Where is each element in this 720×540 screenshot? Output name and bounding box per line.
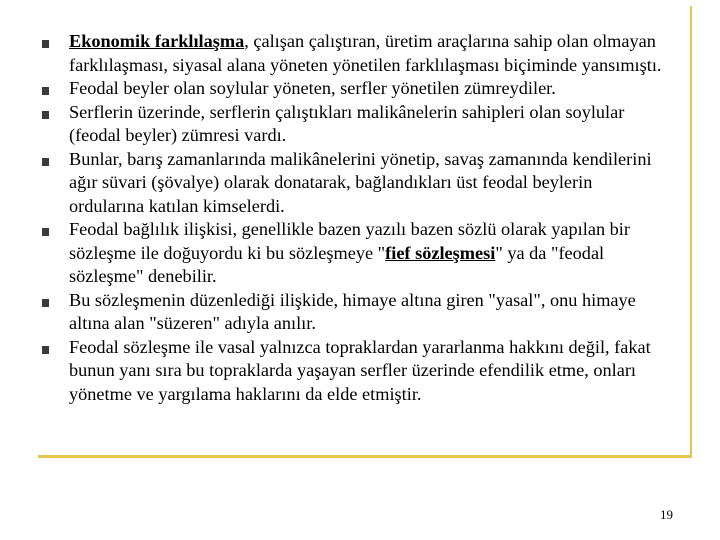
term-fief-contract: fief sözleşmesi: [385, 242, 496, 263]
square-bullet-icon: [42, 40, 49, 48]
square-bullet-icon: [42, 158, 49, 166]
bullet-item-knights: [37, 148, 672, 219]
bullet-item-vassal-rights: [37, 336, 672, 407]
bullet-item-feudal-lords: [37, 77, 672, 101]
page-number: 19: [660, 507, 673, 522]
bullet-item-serfs: [37, 101, 672, 148]
square-bullet-icon: [42, 111, 49, 119]
bullet-item-economic-differentiation: [37, 30, 672, 77]
square-bullet-icon: [42, 228, 49, 236]
square-bullet-icon: [42, 346, 49, 354]
square-bullet-icon: [42, 87, 49, 95]
bullet-list: [37, 30, 672, 406]
bullet-item-suzerain: [37, 289, 672, 336]
bullet-text: Feodal beyler olan soylular yöneten, serfler yönetilen zümreydiler.: [69, 78, 556, 98]
bullet-text: Serflerin üzerinde, serflerin çalıştıkları malikânelerin sahipleri olan soylular (feodal beyler) zümresi vardı.: [69, 101, 625, 145]
bullet-text: Feodal sözleşme ile vasal yalnızca topraklardan yararlanma hakkını değil, fakat bunun yanı sıra bu topraklarda yaşayan serfler üzerinde efendilik etme, onları yönetme ve yargılama haklarını da elde etmiştir.: [69, 336, 651, 404]
square-bullet-icon: [42, 299, 49, 307]
slide-frame-right-border: [690, 6, 692, 456]
bullet-text-after: " ya da "feodal sözleşme" denebilir.: [69, 242, 605, 286]
bullet-text: Bunlar, barış zamanlarında malikânelerini yönetip, savaş zamanında kendilerini ağır süvari (şövalye) olarak donatarak, bağlandıkları üst feodal beylerin ordularına katılan kimselerdi.: [69, 148, 652, 216]
bullet-text: Bu sözleşmenin düzenlediği ilişkide, himaye altına giren "yasal", onu himaye altına alan "süzeren" adıyla anılır.: [69, 289, 636, 333]
bullet-text-before: Feodal bağlılık ilişkisi, genellikle bazen yazılı bazen sözlü olarak yapılan bir sözleşme ile doğuyordu ki bu sözleşmeye ": [69, 219, 630, 263]
bullet-text: , çalışan çalıştıran, üretim araçlarına sahip olan olmayan farklılaşması, siyasal alana yöneten yönetilen farklılaşması biçiminde yansımıştı.: [69, 31, 662, 75]
bullet-item-fief-contract: [37, 218, 672, 289]
slide-frame-bottom-border: [38, 455, 692, 458]
term-economic-differentiation: Ekonomik farklılaşma: [69, 31, 245, 51]
